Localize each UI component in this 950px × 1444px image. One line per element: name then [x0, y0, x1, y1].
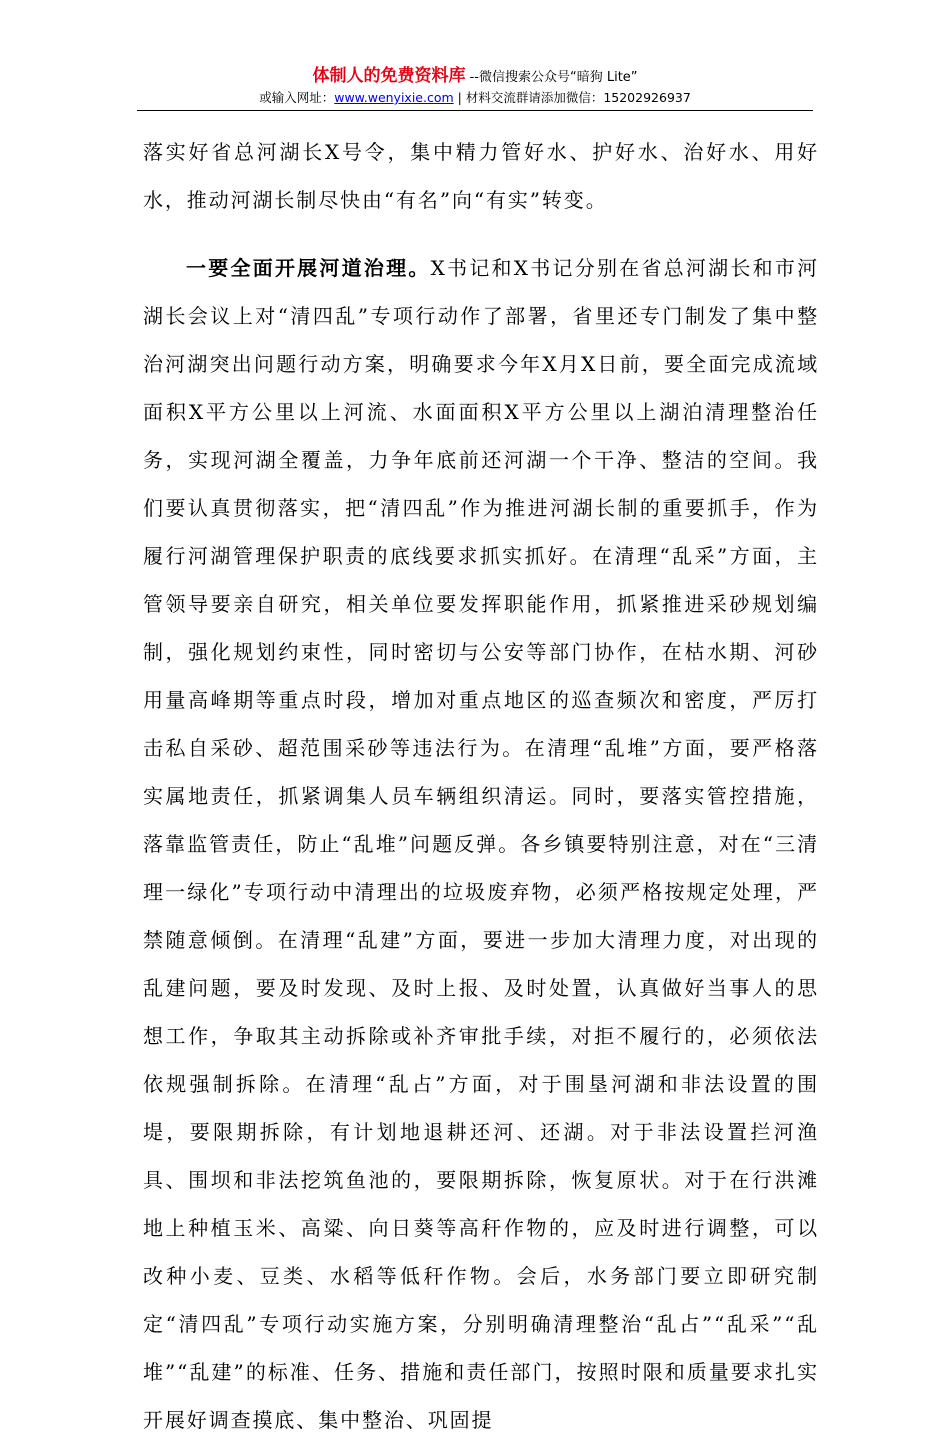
brand-tagline: --微信搜索公众号“暗狗 Lite” — [465, 70, 638, 85]
header-title-line — [0, 67, 950, 87]
website-link[interactable]: www.wenyixie.com — [334, 90, 454, 105]
paragraph-1: 落实好省总河湖长X号令，集中精力管好水、护好水、治好水、用好水，推动河湖长制尽快由“有名”向“有实”转变。 — [143, 140, 819, 212]
paragraph-2 — [143, 244, 819, 1444]
document-body — [143, 128, 819, 1444]
brand-title: 体制人的免费资料库 — [312, 66, 466, 86]
header-divider — [137, 110, 813, 111]
header-contact-line — [0, 90, 950, 106]
contact-suffix: | 材料交流群请添加微信：15202926937 — [453, 90, 691, 105]
paragraph-2-body: X书记和X书记分别在省总河湖长和市河湖长会议上对“清四乱”专项行动作了部署，省里还专门制发了集中整治河湖突出问题行动方案，明确要求今年X月X日前，要全面完成流域面积X平方公里以上河流、水面面积X平方公里以上湖泊清理整治任务，实现河湖全覆盖，力争年底前还河湖一个干净、整洁的空间。我们要认真贯彻落实，把“清四乱”作为推进河湖长制的重要抓手，作为履行河湖管理保护职责的底线要求抓实抓好。在清理“乱采”方面，主管领导要亲自研究，相关单位要发挥职能作用，抓紧推进采砂规划编制，强化规划约束性，同时密切与公安等部门协作，在枯水期、河砂用量高峰期等重点时段，增加对重点地区的巡查频次和密度，严厉打击私自采砂、超范围采砂等违法行为。在清理“乱堆”方面，要严格落实属地责任，抓紧调集人员车辆组织清运。同时，要落实管控措施，落靠监管责任，防止“乱堆”问题反弹。各乡镇要特别注意，对在“三清理一绿化”专项行动中清理出的垃圾废弃物，必须严格按规定处理，严禁随意倾倒。在清理“乱建”方面，要进一步加大清理力度，对出现的乱建问题，要及时发现、及时上报、及时处置，认真做好当事人的思想工作，争取其主动拆除或补齐审批手续，对拒不履行的，必须依法依规强制拆除。在清理“乱占”方面，对于围垦河湖和非法设置的围堤，要限期拆除，有计划地退耕还河、还湖。对于非法设置拦河渔具、围坝和非法挖筑鱼池的，要限期拆除，恢复原状。对于在行洪滩地上种植玉米、高粱、向日葵等高秆作物的，应及时进行调整，可以改种小麦、豆类、水稻等低秆作物。会后，水务部门要立即研究制定“清四乱”专项行动实施方案，分别明确清理整治“乱占”“乱采”“乱堆”“乱建”的标准、任务、措施和责任部门，按照时限和质量要求扎实开展好调查摸底、集中整治、巩固提 — [143, 256, 819, 1432]
url-prefix: 或输入网址： — [259, 90, 335, 105]
paragraph-2-lead: 一要全面开展河道治理。 — [186, 256, 431, 280]
